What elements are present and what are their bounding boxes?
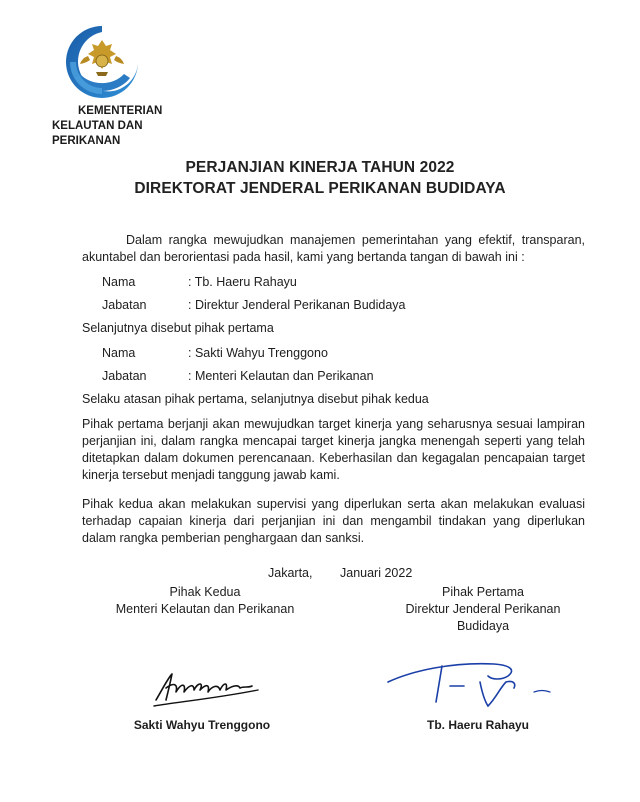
first-party-signature — [384, 652, 574, 712]
party2-position-row — [82, 368, 585, 385]
party2-position-label: Jabatan — [102, 369, 147, 383]
first-party-role: Pihak Pertama — [442, 585, 524, 599]
ministry-logo — [62, 22, 142, 102]
supervision-paragraph: Pihak kedua akan melakukan supervisi yang diperlukan serta akan melakukan evaluasi terhadap capaian kinerja dari perjanjian ini dan mengambil tindakan yang diperlukan dalam rangka pemberian penghargaan dan sanksi. — [82, 497, 585, 545]
party2-caption: Selaku atasan pihak pertama, selanjutnya disebut pihak kedua — [82, 392, 429, 406]
second-party-name: Sakti Wahyu Trenggono — [133, 718, 271, 732]
signing-place: Jakarta, — [268, 566, 313, 580]
first-party-position-line2: Budidaya — [456, 619, 510, 633]
document-body — [82, 232, 585, 547]
party1-caption: Selanjutnya disebut pihak pertama — [82, 321, 274, 335]
second-party-role: Pihak Kedua — [169, 585, 241, 599]
ministry-line1: KEMENTERIAN — [78, 105, 163, 117]
document-title — [0, 157, 640, 199]
party2-position-value: : Menteri Kelautan dan Perikanan — [188, 369, 374, 383]
commitment-paragraph: Pihak pertama berjanji akan mewujudkan target kinerja yang seharusnya sesuai lampiran perjanjian ini, dalam rangka mencapai target kinerja jangka menengah seperti yang telah ditetapkan dalam dokumen perencanaan. Keberhasilan dan kegagalan pencapaian target kinerja tersebut menjadi tanggung jawab kami. — [82, 417, 585, 482]
party1-position-label: Jabatan — [102, 298, 147, 312]
second-party-position: Menteri Kelautan dan Perikanan — [115, 602, 295, 616]
second-party-block — [90, 584, 320, 618]
party2-name-row — [82, 345, 585, 362]
intro-paragraph: Dalam rangka mewujudkan manajemen pemerintahan yang efektif, transparan, akuntabel dan berorientasi pada hasil, kami yang bertanda tangan di bawah ini : — [82, 233, 585, 264]
first-party-name: Tb. Haeru Rahayu — [426, 718, 530, 732]
garuda-emblem-icon — [62, 22, 142, 102]
first-party-position-line1: Direktur Jenderal Perikanan — [405, 602, 561, 616]
party2-name-value: : Sakti Wahyu Trenggono — [188, 346, 328, 360]
title-line2: DIREKTORAT JENDERAL PERIKANAN BUDIDAYA — [134, 180, 506, 197]
party1-position-value: : Direktur Jenderal Perikanan Budidaya — [188, 298, 406, 312]
party2-name-label: Nama — [102, 346, 136, 360]
party1-name-label: Nama — [102, 275, 136, 289]
signing-date: Januari 2022 — [340, 566, 413, 580]
party1-position-row — [82, 297, 585, 314]
party1-name-row — [82, 274, 585, 291]
first-party-block — [368, 584, 598, 635]
ministry-name — [52, 104, 202, 149]
title-line1: PERJANJIAN KINERJA TAHUN 2022 — [185, 159, 455, 176]
ministry-line2: KELAUTAN DAN PERIKANAN — [52, 120, 143, 147]
party1-name-value: : Tb. Haeru Rahayu — [188, 275, 297, 289]
second-party-signature — [148, 660, 268, 710]
